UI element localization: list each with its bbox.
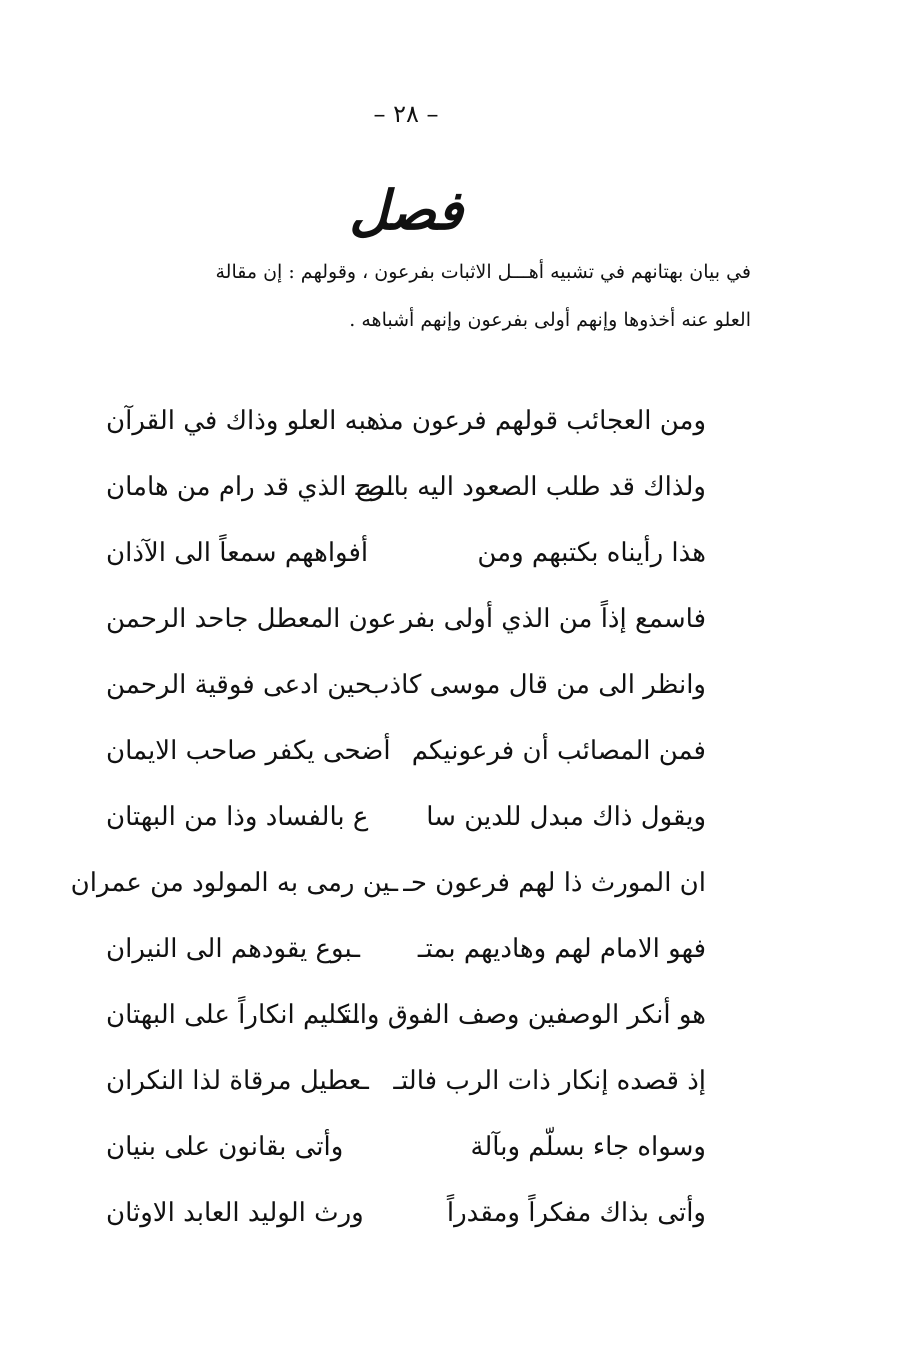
verse-first-hemistich: وأتى بذاك مفكراً ومقدراً xyxy=(446,1198,706,1228)
verse xyxy=(106,790,706,856)
chapter-title: فصل xyxy=(349,178,463,242)
verse-second-hemistich: عون المعطل جاحد الرحمن xyxy=(106,604,397,634)
verse xyxy=(106,460,706,526)
verse-first-hemistich: ومن العجائب قولهم فرعون مذ xyxy=(376,406,706,436)
verse xyxy=(106,922,706,988)
verse-first-hemistich: إذ قصده إنكار ذات الرب فالتـ xyxy=(393,1066,706,1096)
verse-second-hemistich: ع بالفساد وذا من البهتان xyxy=(106,802,369,832)
verse-first-hemistich: فمن المصائب أن فرعونيكم xyxy=(411,736,706,766)
verse-first-hemistich: ويقول ذاك مبدل للدين سا xyxy=(426,802,706,832)
verse-second-hemistich: ـين رمى به المولود من عمران xyxy=(70,868,398,898)
verse-first-hemistich: ولذاك قد طلب الصعود اليه بالصـ xyxy=(355,472,706,502)
verse-second-hemistich: أضحى يكفر صاحب الايمان xyxy=(106,736,391,766)
verse xyxy=(106,592,706,658)
verse xyxy=(106,988,706,1054)
subtitle-line: في بيان بهتانهم في تشبيه أهـــل الاثبات بفرعون ، وقولهم : إن مقالة xyxy=(215,261,751,283)
verse xyxy=(106,724,706,790)
verse xyxy=(106,1120,706,1186)
verse-second-hemistich: هبه العلو وذاك في القرآن xyxy=(106,406,381,436)
chapter-subtitle xyxy=(111,248,751,344)
subtitle-line: العلو عنه أخذوها وإنهم أولى بفرعون وإنهم أشباهه . xyxy=(349,309,751,331)
verse-second-hemistich: ـبوع يقودهم الى النيران xyxy=(106,934,360,964)
verse xyxy=(70,856,706,922)
verse-second-hemistich: ـرح الذي قد رام من هامان xyxy=(106,472,394,502)
verse-second-hemistich: أفواههم سمعاً الى الآذان xyxy=(106,538,369,568)
verse xyxy=(106,658,706,724)
verse xyxy=(106,526,706,592)
verse-first-hemistich: فهو الامام لهم وهاديهم بمتـ xyxy=(417,934,706,964)
page-number: – ٢٨ – xyxy=(373,100,439,128)
verse xyxy=(106,394,706,460)
verse-first-hemistich: ان المورث ذا لهم فرعون حـ xyxy=(403,868,706,898)
verse-second-hemistich: حين ادعى فوقية الرحمن xyxy=(106,670,371,700)
verse-first-hemistich: وانظر الى من قال موسى كاذب xyxy=(365,670,706,700)
verse-first-hemistich: وسواه جاء بسلّم وبآلة xyxy=(470,1132,706,1162)
poem xyxy=(70,394,706,1252)
verse-second-hemistich: وأتى بقانون على بنيان xyxy=(106,1132,344,1162)
verse-first-hemistich: هو أنكر الوصفين وصف الفوق والتـ xyxy=(336,1000,706,1030)
verse-second-hemistich: ورث الوليد العابد الاوثان xyxy=(106,1198,364,1228)
verse-second-hemistich: ـكليم انكاراً على البهتان xyxy=(106,1000,359,1030)
verse-second-hemistich: ـعطيل مرقاة لذا النكران xyxy=(106,1066,369,1096)
verse xyxy=(106,1054,706,1120)
verse-first-hemistich: فاسمع إذاً من الذي أولى بفر xyxy=(400,604,706,634)
verse xyxy=(106,1186,706,1252)
verse-first-hemistich: هذا رأيناه بكتبهم ومن xyxy=(477,538,706,568)
